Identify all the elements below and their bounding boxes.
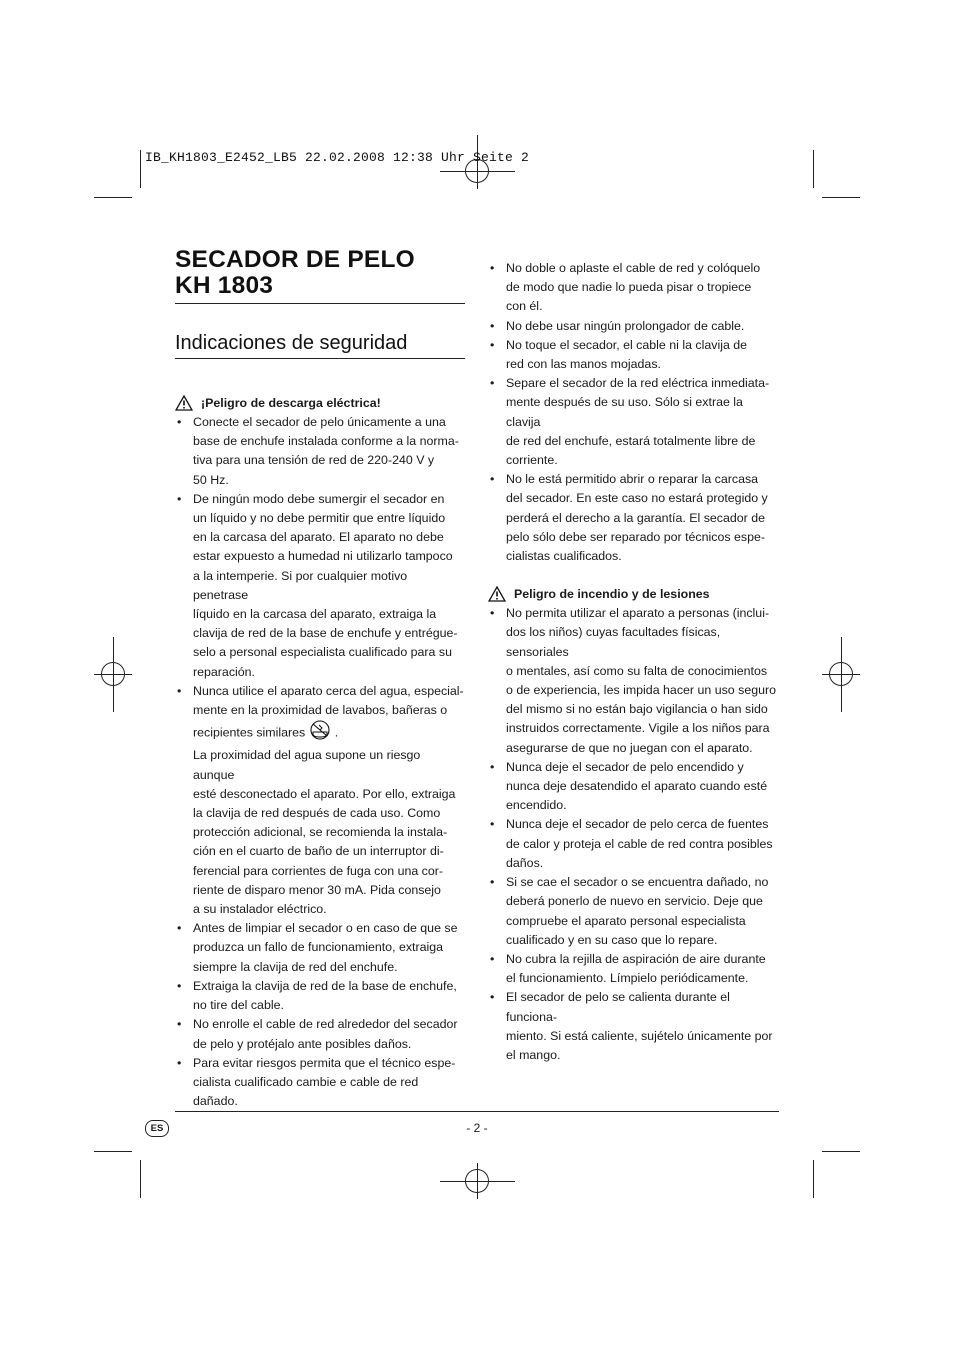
warning-triangle-icon (175, 395, 193, 411)
crop-mark (822, 197, 860, 198)
list-item: • Si se cae el secador o se encuentra dañado, no deberá ponerlo de nuevo en servicio. Deje que compruebe el aparato personal especialista cualificado y en su caso que lo repare. (488, 873, 780, 950)
crop-mark (813, 150, 814, 188)
section-heading: Indicaciones de seguridad (175, 332, 408, 354)
warning-heading-electric: ¡Peligro de descarga eléctrica! (175, 394, 465, 413)
list-item: • Nunca deje el secador de pelo cerca de fuentes de calor y proteja el cable de red contra posibles daños. (488, 815, 780, 873)
list-item: • Extraiga la clavija de red de la base de enchufe, no tire del cable. (175, 977, 465, 1015)
list-item: • No doble o aplaste el cable de red y colóquelo de modo que nadie lo pueda pisar o tropiece con él. (488, 259, 780, 317)
section-heading-block (175, 331, 465, 359)
crop-mark (822, 1151, 860, 1152)
list-item: • Conecte el secador de pelo únicamente a una base de enchufe instalada conforme a la norma- tiva para una tensión de red de 220-240 V y 50 Hz. (175, 413, 465, 490)
list-item: • El secador de pelo se calienta durante el funciona- miento. Si está caliente, sujételo únicamente por el mango. (488, 988, 780, 1065)
right-column (488, 259, 780, 1065)
title-line-2: KH 1803 (175, 272, 274, 299)
list-item: • No le está permitido abrir o reparar la carcasa del secador. En este caso no estará protegido y perderá el derecho a la garantía. El secador de pelo sólo debe ser reparado por técnicos espe- cialistas cualificados. (488, 470, 780, 566)
footer-rule (175, 1111, 779, 1112)
list-item: • Antes de limpiar el secador o en caso de que se produzca un fallo de funcionamiento, extraiga siempre la clavija de red del enchufe. (175, 919, 465, 977)
page-title (175, 247, 465, 304)
electric-warning-list-continued (488, 259, 780, 566)
list-item: • No enrolle el cable de red alrededor del secador de pelo y protéjalo ante posibles daños. (175, 1015, 465, 1053)
warning-heading-fire: Peligro de incendio y de lesiones (488, 585, 780, 604)
crop-mark (94, 1151, 132, 1152)
list-item: • Para evitar riesgos permita que el técnico espe- cialista cualificado cambie e cable de red dañado. (175, 1054, 465, 1112)
list-item: • No cubra la rejilla de aspiración de aire durante el funcionamiento. Límpielo periódicamente. (488, 950, 780, 988)
list-item: • No debe usar ningún prolongador de cable. (488, 317, 780, 336)
fire-warning-list (488, 604, 780, 1065)
list-item: • No permita utilizar el aparato a personas (inclui- dos los niños) cuyas facultades físicas, sensoriales o mentales, así como su falta de conocimientos o de experiencia, les impida hacer un uso seguro del mismo si no están bajo vigilancia o han sido instruidos correctamente. Vigile a los niños para asegurarse de que no juegan con el aparato. (488, 604, 780, 758)
warning-triangle-icon (488, 586, 506, 602)
no-water-bath-icon (309, 720, 331, 746)
crop-mark (140, 150, 141, 188)
crop-mark (813, 1160, 814, 1198)
language-badge: ES (145, 1120, 169, 1137)
list-item: • Separe el secador de la red eléctrica inmediata- mente después de su uso. Sólo si extrae la clavija de red del enchufe, estará totalmente libre de corriente. (488, 374, 780, 470)
crop-mark (94, 197, 132, 198)
list-item: • Nunca deje el secador de pelo encendido y nunca deje desatendido el aparato cuando esté encendido. (488, 758, 780, 816)
page-number: - 2 - (466, 1121, 488, 1135)
list-item: • No toque el secador, el cable ni la clavija de red con las manos mojadas. (488, 336, 780, 374)
electric-warning-list (175, 413, 465, 1111)
print-slug: IB_KH1803_E2452_LB5 22.02.2008 12:38 Uhr Seite 2 (145, 150, 530, 165)
crop-mark (140, 1160, 141, 1198)
list-item-water: • Nunca utilice el aparato cerca del agua, especial- mente en la proximidad de lavabos, bañeras o recipientes similares . La proximidad del agua supone un riesgo aunque esté desconectado el aparato. Por ello, extraiga la clavija de red después de cada uso. Como protección adicional, se recomienda la instala- ción en el cuarto de baño de un interruptor di- ferencial para corrientes de fuga con una cor- riente de disparo menor 30 mA. Pida consejo a su instalador eléctrico. (175, 682, 465, 919)
list-item: • De ningún modo debe sumergir el secador en un líquido y no debe permitir que entre líquido en la carcasa del aparato. El aparato no debe estar expuesto a humedad ni utilizarlo tampoco a la intemperie. Si por cualquier motivo penetrase líquido en la carcasa del aparato, extraiga la clavija de red de la base de enchufe y entrégue- selo a personal especialista cualificado para su reparación. (175, 490, 465, 682)
left-column (175, 394, 465, 1111)
title-line-1: SECADOR DE PELO (175, 246, 415, 273)
